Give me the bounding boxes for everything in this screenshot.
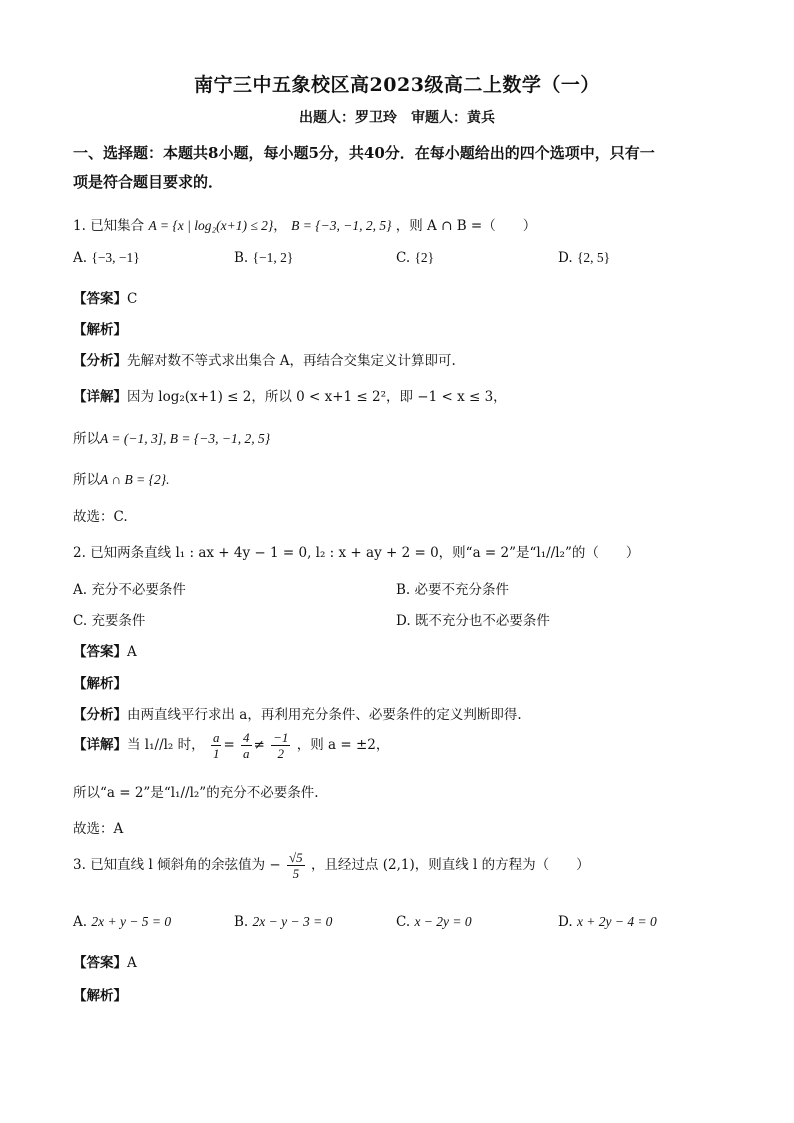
q1-fenxi: [73, 349, 456, 369]
analysis-label: 【解析】: [73, 676, 127, 692]
q1-option-d: [558, 250, 610, 266]
option-text: x − 2y = 0: [414, 914, 472, 929]
option-letter: C.: [73, 613, 88, 629]
option-letter: A.: [73, 250, 88, 266]
fenxi-label: 【分析】: [73, 707, 127, 723]
q3-number: 3.: [73, 857, 86, 873]
fraction-sqrt5-over-5: $\frac{√5}{5}$: [289, 850, 303, 881]
q1-stem: 1. 已知集合 A = {x | log₂(x+1) ≤ 2}， B = {−3, −1, 2, 5} ，则 A ∩ B =（ ）: [73, 218, 537, 234]
so-label: 所以: [73, 431, 100, 447]
q2-option-d: [396, 609, 550, 629]
fraction-neg1-over-2: $\frac{-1}{2}$: [273, 730, 289, 761]
q1-detail-2: [73, 427, 270, 447]
q1-detail-3: [73, 468, 170, 488]
q2-detail: 【详解】当 l₁//l₂ 时， $\frac{a}{1}$ = $\frac{4}{a}$ ≠ $\frac{-1}{2}$ ，则 a = ±2，: [73, 730, 390, 761]
option-text: 必要不充分条件: [414, 582, 510, 598]
q1-set-a: A = {x | log₂(x+1) ≤ 2}: [148, 218, 274, 233]
q2-stem-text: 已知两条直线 l₁ : ax + 4y − 1 = 0, l₂ : x + ay + 2 = 0，则“a = 2”是“l₁//l₂”的（ ）: [90, 545, 640, 561]
fraction-a-over-1: $\frac{a}{1}$: [212, 730, 220, 761]
answer-value: C: [127, 291, 138, 307]
section-heading-line1: 一、选择题：本题共8小题，每小题5分，共40分．在每小题给出的四个选项中，只有一: [73, 144, 655, 162]
q3-stem: [73, 850, 590, 881]
q2-option-c: [73, 609, 145, 629]
q2-option-a: [73, 578, 186, 598]
page-title: 南宁三中五象校区高2023级高二上数学（一）: [194, 74, 600, 96]
detail-math: A = (−1, 3], B = {−3, −1, 2, 5}: [100, 431, 271, 446]
option-letter: B.: [234, 250, 249, 266]
q1-set-b: B = {−3, −1, 2, 5}: [291, 218, 392, 233]
detail-text: 因为 log₂(x+1) ≤ 2，所以 0 < x+1 ≤ 2²，即 −1 < x ≤ 3，: [127, 389, 507, 405]
detail-pre: 当 l₁//l₂ 时，: [127, 737, 205, 753]
answer-value: A: [127, 955, 137, 971]
option-text: {−3, −1}: [91, 250, 140, 265]
q2-number: 2.: [73, 545, 86, 561]
option-text: 充要条件: [91, 613, 146, 629]
option-letter: B.: [396, 582, 411, 598]
option-letter: D.: [396, 613, 411, 629]
q1-stem-post: ，则 A ∩ B =（ ）: [395, 218, 537, 234]
option-text: 2x + y − 5 = 0: [91, 914, 172, 929]
guxuan-label: 故选：: [73, 821, 114, 837]
fraction-4-over-a: $\frac{4}{a}$: [243, 730, 250, 761]
q1-option-b: [234, 250, 293, 266]
option-text: x + 2y − 4 = 0: [576, 914, 657, 929]
authors-line: 出题人：罗卫玲 审题人：黄兵: [299, 110, 495, 126]
q2-answer: [73, 640, 137, 660]
q3-analysis-label: [73, 984, 127, 1004]
answer-label: 【答案】: [73, 291, 127, 307]
answer-value: A: [127, 644, 137, 660]
q3-option-c: [396, 914, 472, 930]
detail-math: A ∩ B = {2}.: [100, 472, 170, 487]
q3-answer: [73, 951, 137, 971]
q2-option-b: [396, 578, 509, 598]
option-letter: B.: [234, 914, 249, 930]
q1-option-a: [73, 250, 140, 266]
q1-option-c: [396, 250, 434, 266]
option-text: 充分不必要条件: [91, 582, 186, 598]
choice-value: C.: [113, 509, 128, 525]
option-letter: C.: [396, 914, 411, 930]
option-letter: A.: [73, 582, 88, 598]
option-text: {−1, 2}: [252, 250, 294, 265]
fenxi-text: 先解对数不等式求出集合 A，再结合交集定义计算即可.: [127, 353, 456, 369]
option-text: 既不充分也不必要条件: [414, 613, 550, 629]
option-letter: D.: [558, 914, 573, 930]
q3-stem-pre: 已知直线 l 倾斜角的余弦值为 −: [90, 857, 281, 873]
choice-value: A: [113, 821, 124, 837]
q2-stem: [73, 541, 639, 561]
analysis-label: 【解析】: [73, 322, 127, 338]
q2-choice: [73, 817, 123, 837]
q2-fenxi: [73, 703, 522, 723]
q1-answer: [73, 287, 137, 307]
q2-analysis-label: [73, 672, 127, 692]
detail-label: 【详解】: [73, 737, 127, 753]
answer-label: 【答案】: [73, 955, 127, 971]
option-letter: D.: [558, 250, 573, 266]
option-letter: A.: [73, 914, 88, 930]
option-letter: C.: [396, 250, 411, 266]
q1-number: 1.: [73, 218, 86, 234]
answer-label: 【答案】: [73, 644, 127, 660]
so-label: 所以: [73, 472, 100, 488]
q1-stem-pre: 已知集合: [90, 218, 145, 234]
q3-option-a: [73, 914, 171, 930]
q2-conclusion: 所以“a = 2”是“l₁//l₂”的充分不必要条件.: [73, 785, 319, 801]
fenxi-text: 由两直线平行求出 a，再利用充分条件、必要条件的定义判断即得.: [127, 707, 522, 723]
detail-label: 【详解】: [73, 389, 127, 405]
q1-choice: [73, 505, 128, 525]
analysis-label: 【解析】: [73, 988, 127, 1004]
section-heading-line2: 项是符合题目要求的．: [73, 173, 224, 191]
q1-analysis-label: [73, 318, 127, 338]
q1-detail: [73, 385, 507, 405]
option-text: {2}: [414, 250, 435, 265]
q3-option-b: [234, 914, 332, 930]
option-text: {2, 5}: [576, 250, 611, 265]
q3-option-d: [558, 914, 657, 930]
guxuan-label: 故选：: [73, 509, 114, 525]
detail-post: ，则 a = ±2，: [296, 737, 390, 753]
fenxi-label: 【分析】: [73, 353, 127, 369]
option-text: 2x − y − 3 = 0: [252, 914, 333, 929]
q3-stem-post: ，且经过点 (2,1)，则直线 l 的方程为（ ）: [310, 857, 590, 873]
